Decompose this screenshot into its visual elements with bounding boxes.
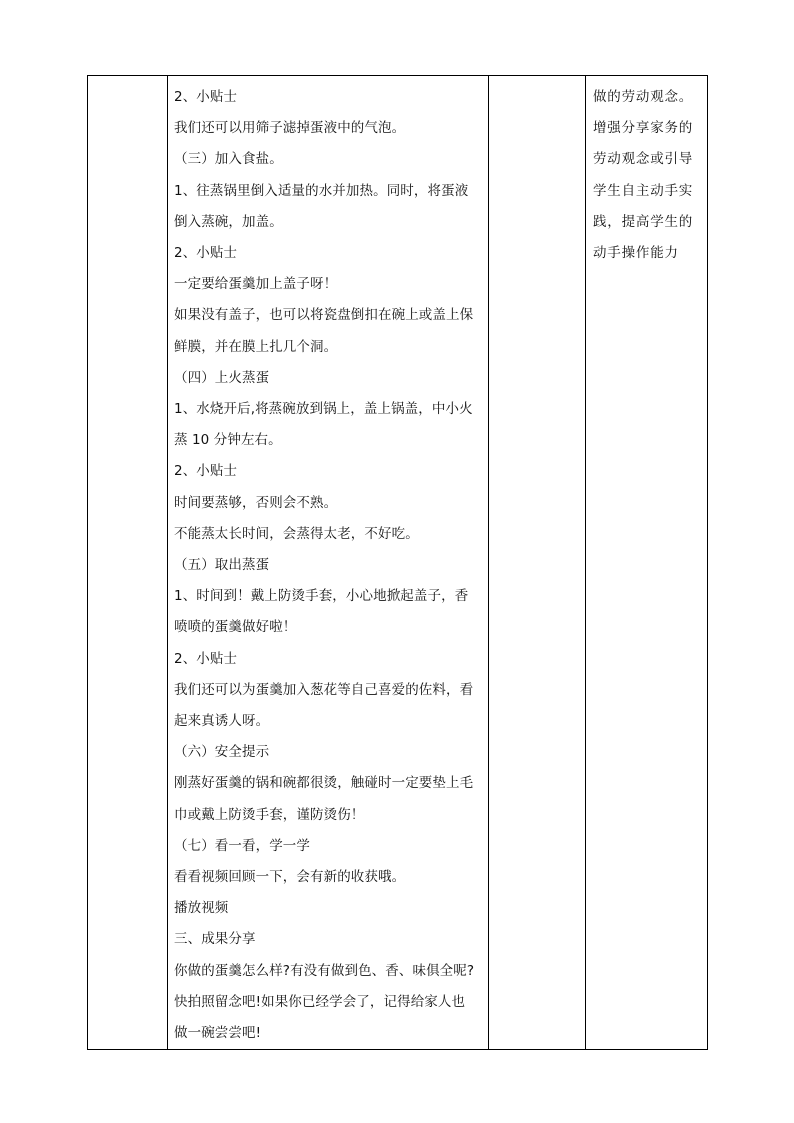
content-line: 1、时间到！戴上防烫手套，小心地掀起盖子，香 bbox=[174, 588, 469, 605]
content-line: 巾或戴上防烫手套，谨防烫伤！ bbox=[174, 806, 365, 823]
content-line: 2、小贴士 bbox=[174, 650, 238, 667]
content-line: 2、小贴士 bbox=[174, 463, 238, 480]
intent-line: 劳动观念或引导 bbox=[593, 151, 694, 168]
section-heading: 三、成果分享 bbox=[174, 931, 256, 948]
intent-line: 动手操作能力 bbox=[593, 245, 679, 262]
section-heading: （四）上火蒸蛋 bbox=[174, 369, 270, 386]
empty-left-cell bbox=[88, 76, 168, 1050]
content-line: 1、水烧开后,将蒸碗放到锅上，盖上锅盖，中小火 bbox=[174, 401, 473, 418]
section-heading: （七）看一看，学一学 bbox=[174, 837, 310, 854]
intent-line: 践，提高学生的 bbox=[593, 213, 694, 230]
content-line: 刚蒸好蛋羹的锅和碗都很烫，触碰时一定要垫上毛 bbox=[174, 775, 474, 792]
content-line: 喷喷的蛋羹做好啦！ bbox=[174, 619, 297, 636]
content-line: 起来真诱人呀。 bbox=[174, 713, 270, 730]
content-line: 一定要给蛋羹加上盖子呀！ bbox=[174, 276, 338, 293]
design-intent-cell bbox=[586, 76, 708, 1050]
section-heading: （六）安全提示 bbox=[174, 744, 270, 761]
content-line: 2、小贴士 bbox=[174, 89, 238, 105]
content-line: 倒入蒸碗，加盖。 bbox=[174, 213, 283, 230]
content-line: 播放视频 bbox=[174, 900, 229, 917]
table-row bbox=[88, 76, 708, 1050]
lesson-plan-table bbox=[87, 75, 708, 1050]
empty-activity-cell bbox=[489, 76, 586, 1050]
content-line: 你做的蛋羹怎么样?有没有做到色、香、味俱全呢? bbox=[174, 962, 475, 979]
content-line: 鲜膜，并在膜上扎几个洞。 bbox=[174, 338, 338, 355]
content-line: 2、小贴士 bbox=[174, 245, 238, 262]
content-line: 看看视频回顾一下，会有新的收获哦。 bbox=[174, 869, 406, 886]
content-line: 我们还可以用筛子滤掉蛋液中的气泡。 bbox=[174, 120, 406, 137]
section-heading: （三）加入食盐。 bbox=[174, 151, 283, 168]
intent-line: 做的劳动观念。 bbox=[593, 89, 694, 105]
content-line: 1、往蒸锅里倒入适量的水并加热。同时，将蛋液 bbox=[174, 182, 469, 199]
content-line: 不能蒸太长时间，会蒸得太老，不好吃。 bbox=[174, 525, 419, 542]
teaching-content-cell bbox=[168, 76, 489, 1050]
content-line: 做一碗尝尝吧! bbox=[174, 1025, 262, 1042]
content-line: 时间要蒸够，否则会不熟。 bbox=[174, 494, 338, 511]
content-line: 蒸 10 分钟左右。 bbox=[174, 432, 282, 449]
intent-line: 增强分享家务的 bbox=[593, 120, 694, 137]
content-line: 我们还可以为蛋羹加入葱花等自己喜爱的佐料，看 bbox=[174, 681, 474, 698]
content-line: 快拍照留念吧!如果你已经学会了，记得给家人也 bbox=[174, 993, 466, 1010]
content-line: 如果没有盖子，也可以将瓷盘倒扣在碗上或盖上保 bbox=[174, 307, 474, 324]
intent-line: 学生自主动手实 bbox=[593, 182, 694, 199]
section-heading: （五）取出蒸蛋 bbox=[174, 557, 270, 574]
